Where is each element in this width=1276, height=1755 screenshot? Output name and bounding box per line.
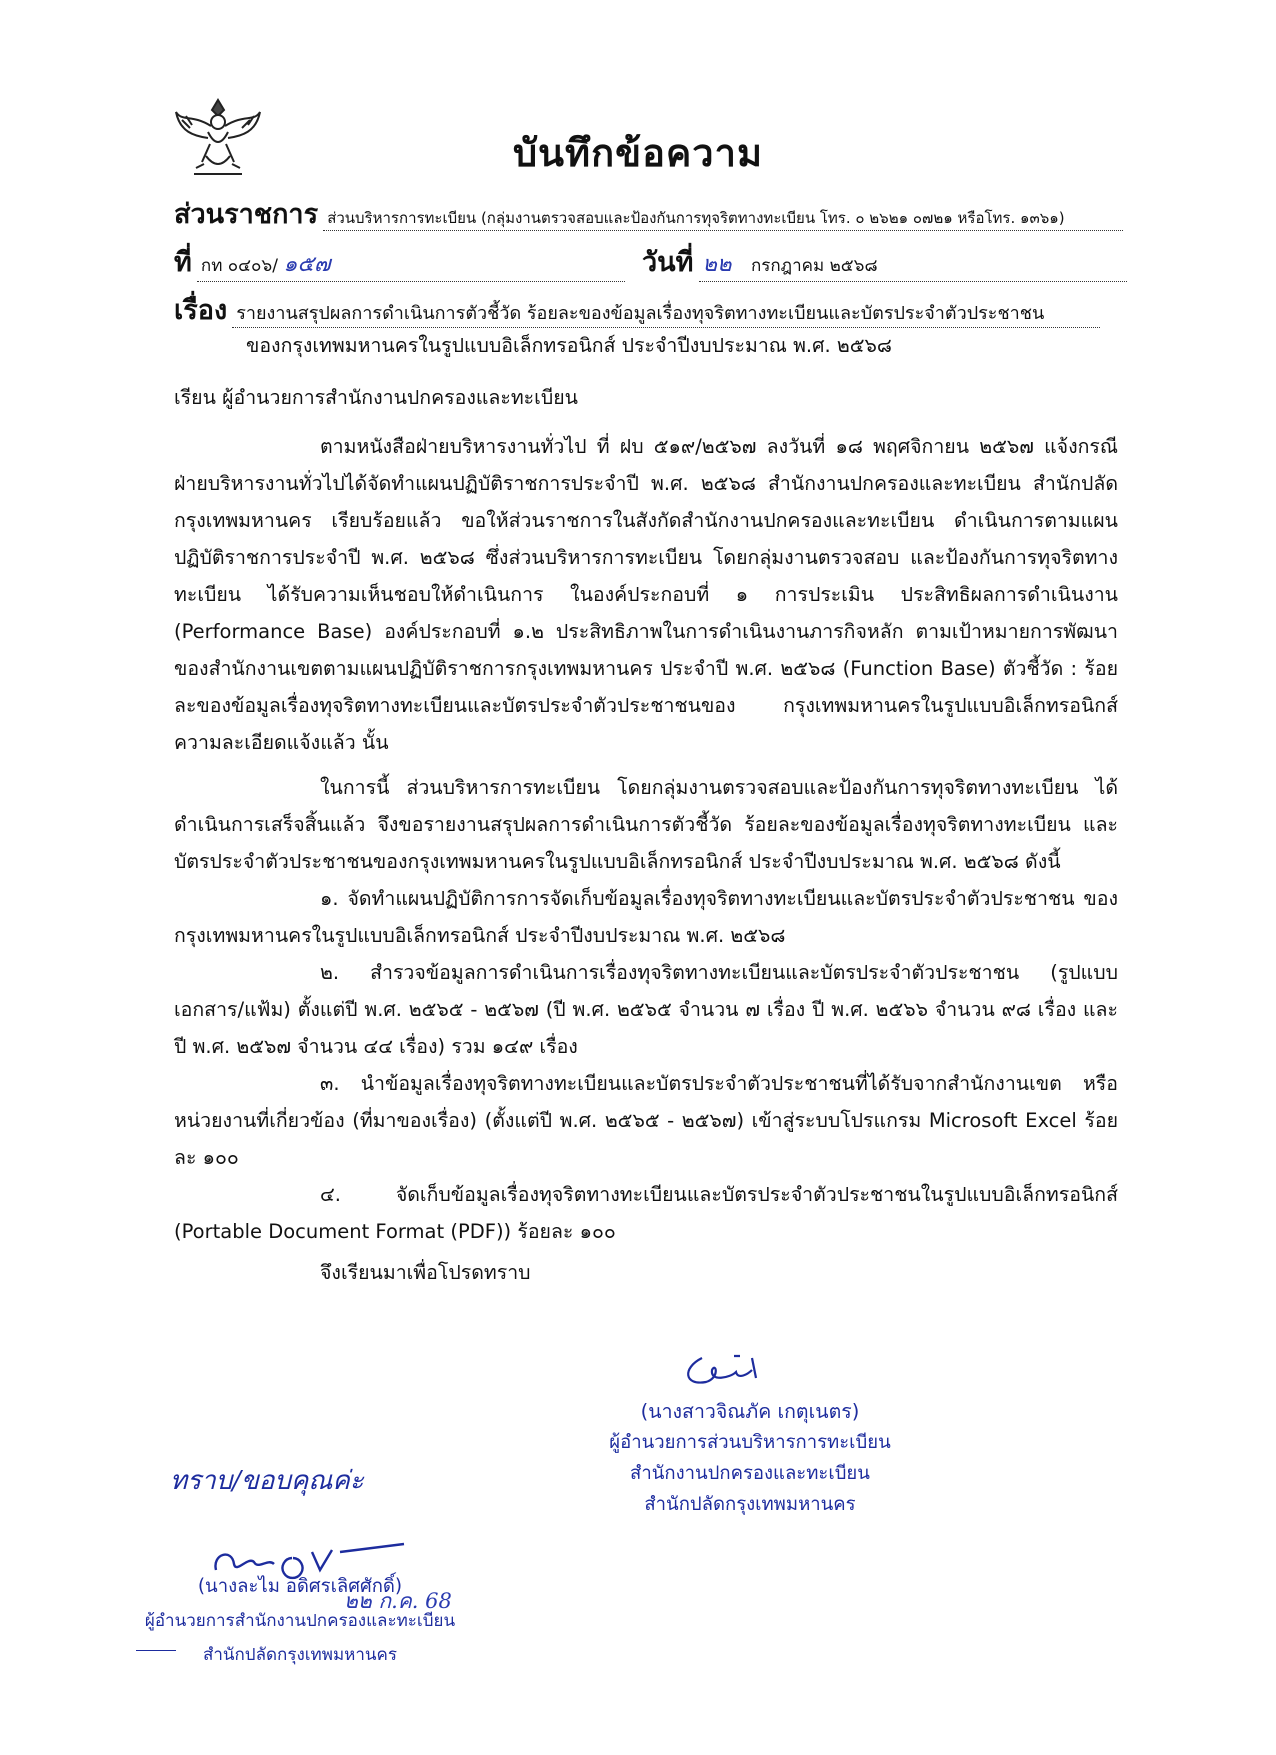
number-value bbox=[197, 246, 625, 282]
list-item-2: ๒. สำรวจข้อมูลการดำเนินการเรื่องทุจริตทางทะเบียนและบัตรประจำตัวประชาชน (รูปแบบเอกสาร/แฟ้ม) ตั้งแต่ปี พ.ศ. ๒๕๖๕ - ๒๕๖๗ (ปี พ.ศ. ๒๕๖๕ จำนวน ๗ เรื่อง ปี พ.ศ. ๒๕๖๖ จำนวน ๙๘ เรื่อง และปี พ.ศ. ๒๕๖๗ จำนวน ๔๔ เรื่อง) รวม ๑๔๙ เรื่อง bbox=[174, 961, 1118, 1058]
signer-position-3: สำนักปลัดกรุงเทพมหานคร bbox=[644, 1494, 856, 1515]
department-value: ส่วนบริหารการทะเบียน (กลุ่มงานตรวจสอบและป้องกันการทุจริตทางทะเบียน โทร. ๐ ๒๖๒๑ ๐๗๒๑ หรือโทร. ๑๓๖๑) bbox=[323, 206, 1123, 231]
director-date-handwritten: ๒๒ ก.ค. 68 bbox=[344, 1589, 452, 1613]
date-day-handwritten: ๒๒ bbox=[702, 252, 732, 277]
subject-row bbox=[174, 288, 1100, 331]
memo-title: บันทึกข้อความ bbox=[512, 131, 764, 175]
director-block bbox=[130, 1570, 470, 1672]
list-item-1: ๑. จัดทำแผนปฏิบัติการการจัดเก็บข้อมูลเรื่องทุจริตทางทะเบียนและบัตรประจำตัวประชาชน ของกรุงเทพมหานครในรูปแบบอิเล็กทรอนิกส์ ประจำปีงบประมาณ พ.ศ. ๒๕๖๘ bbox=[174, 887, 1118, 947]
subject-line-2: ของกรุงเทพมหานครในรูปแบบอิเล็กทรอนิกส์ ประจำปีงบประมาณ พ.ศ. ๒๕๖๘ bbox=[246, 334, 892, 357]
list-item-4: ๔. จัดเก็บข้อมูลเรื่องทุจริตทางทะเบียนและบัตรประจำตัวประชาชนในรูปแบบอิเล็กทรอนิกส์ (Portable Document Format (PDF)) ร้อยละ ๑๐๐ bbox=[174, 1183, 1118, 1243]
subject-line-1: รายงานสรุปผลการดำเนินการตัวชี้วัด ร้อยละของข้อมูลเรื่องทุจริตทางทะเบียนและบัตรประจำตัวประชาชน bbox=[232, 298, 1100, 328]
number-row bbox=[174, 240, 1127, 283]
director-position-1: ผู้อำนวยการสำนักงานปกครองและทะเบียน bbox=[144, 1611, 456, 1631]
number-label: ที่ bbox=[174, 247, 192, 278]
director-position-2: สำนักปลัดกรุงเทพมหานคร bbox=[202, 1645, 398, 1665]
number-handwritten: ๑๕๗ bbox=[283, 252, 331, 277]
date-value bbox=[699, 246, 1127, 282]
director-name-row bbox=[130, 1570, 470, 1613]
signer-block bbox=[560, 1396, 940, 1520]
subject-label: เรื่อง bbox=[174, 295, 228, 326]
date-month-year: กรกฎาคม ๒๕๖๘ bbox=[750, 256, 878, 276]
signer-name: (นางสาวจิณภัค เกตุเนตร) bbox=[640, 1400, 860, 1423]
closing-line: จึงเรียนมาเพื่อโปรดทราบ bbox=[320, 1261, 531, 1284]
date-label: วันที่ bbox=[642, 247, 694, 278]
director-remark-handwritten: ทราบ/ขอบคุณค่ะ bbox=[170, 1466, 364, 1496]
number-prefix: กท ๐๔๐๖/ bbox=[200, 256, 278, 276]
director-dash bbox=[136, 1650, 176, 1651]
paragraph-report: ในการนี้ ส่วนบริหารการทะเบียน โดยกลุ่มงานตรวจสอบและป้องกันการทุจริตทางทะเบียน ได้ดำเนินการเสร็จสิ้นแล้ว จึงขอรายงานสรุปผลการดำเนินการตัวชี้วัด ร้อยละของข้อมูลเรื่องทุจริตทางทะเบียน และบัตรประจำตัวประชาชนของกรุงเทพมหานครในรูปแบบอิเล็กทรอนิกส์ ประจำปีงบประมาณ พ.ศ. ๒๕๖๘ ดังนี้ bbox=[174, 776, 1118, 873]
paragraph-reference: ตามหนังสือฝ่ายบริหารงานทั่วไป ที่ ฝบ ๕๑๙/๒๕๖๗ ลงวันที่ ๑๘ พฤศจิกายน ๒๕๖๗ แจ้งกรณีฝ่ายบริหารงานทั่วไปได้จัดทำแผนปฏิบัติราชการประจำปี พ.ศ. ๒๕๖๘ สำนักงานปกครองและทะเบียน สำนักปลัดกรุงเทพมหานคร เรียบร้อยแล้ว ขอให้ส่วนราชการในสังกัดสำนักงานปกครองและทะเบียน ดำเนินการตามแผนปฏิบัติราชการประจำปี พ.ศ. ๒๕๖๘ ซึ่งส่วนบริหารการทะเบียน โดยกลุ่มงานตรวจสอบ และป้องกันการทุจริตทางทะเบียน ได้รับความเห็นชอบให้ดำเนินการ ในองค์ประกอบที่ ๑ การประเมิน ประสิทธิผลการดำเนินงาน (Performance Base) องค์ประกอบที่ ๑.๒ ประสิทธิภาพในการดำเนินงานภารกิจหลัก ตามเป้าหมายการพัฒนาของสำนักงานเขตตามแผนปฏิบัติราชการกรุงเทพมหานคร ประจำปี พ.ศ. ๒๕๖๘ (Function Base) ตัวชี้วัด : ร้อยละของข้อมูลเรื่องทุจริตทางทะเบียนและบัตรประจำตัวประชาชนของ กรุงเทพมหานครในรูปแบบอิเล็กทรอนิกส์ ความละเอียดแจ้งแล้ว นั้น bbox=[174, 435, 1118, 754]
salutation: เรียน ผู้อำนวยการสำนักงานปกครองและทะเบียน bbox=[174, 386, 578, 409]
signer-position-1: ผู้อำนวยการส่วนบริหารการทะเบียน bbox=[609, 1432, 891, 1453]
director-name: (นางละไม อดิศรเลิศศักดิ์) bbox=[197, 1576, 403, 1597]
department-label: ส่วนราชการ bbox=[174, 199, 319, 230]
signer-position-2: สำนักงานปกครองและทะเบียน bbox=[630, 1463, 870, 1484]
department-row bbox=[174, 192, 1123, 235]
memo-body bbox=[174, 428, 1118, 1291]
list-item-3: ๓. นำข้อมูลเรื่องทุจริตทางทะเบียนและบัตรประจำตัวประชาชนที่ได้รับจากสำนักงานเขต หรือหน่วยงานที่เกี่ยวข้อง (ที่มาของเรื่อง) (ตั้งแต่ปี พ.ศ. ๒๕๖๕ - ๒๕๖๗) เข้าสู่ระบบโปรแกรม Microsoft Excel ร้อยละ ๑๐๐ bbox=[174, 1072, 1118, 1169]
signer-signature-icon bbox=[672, 1348, 792, 1394]
